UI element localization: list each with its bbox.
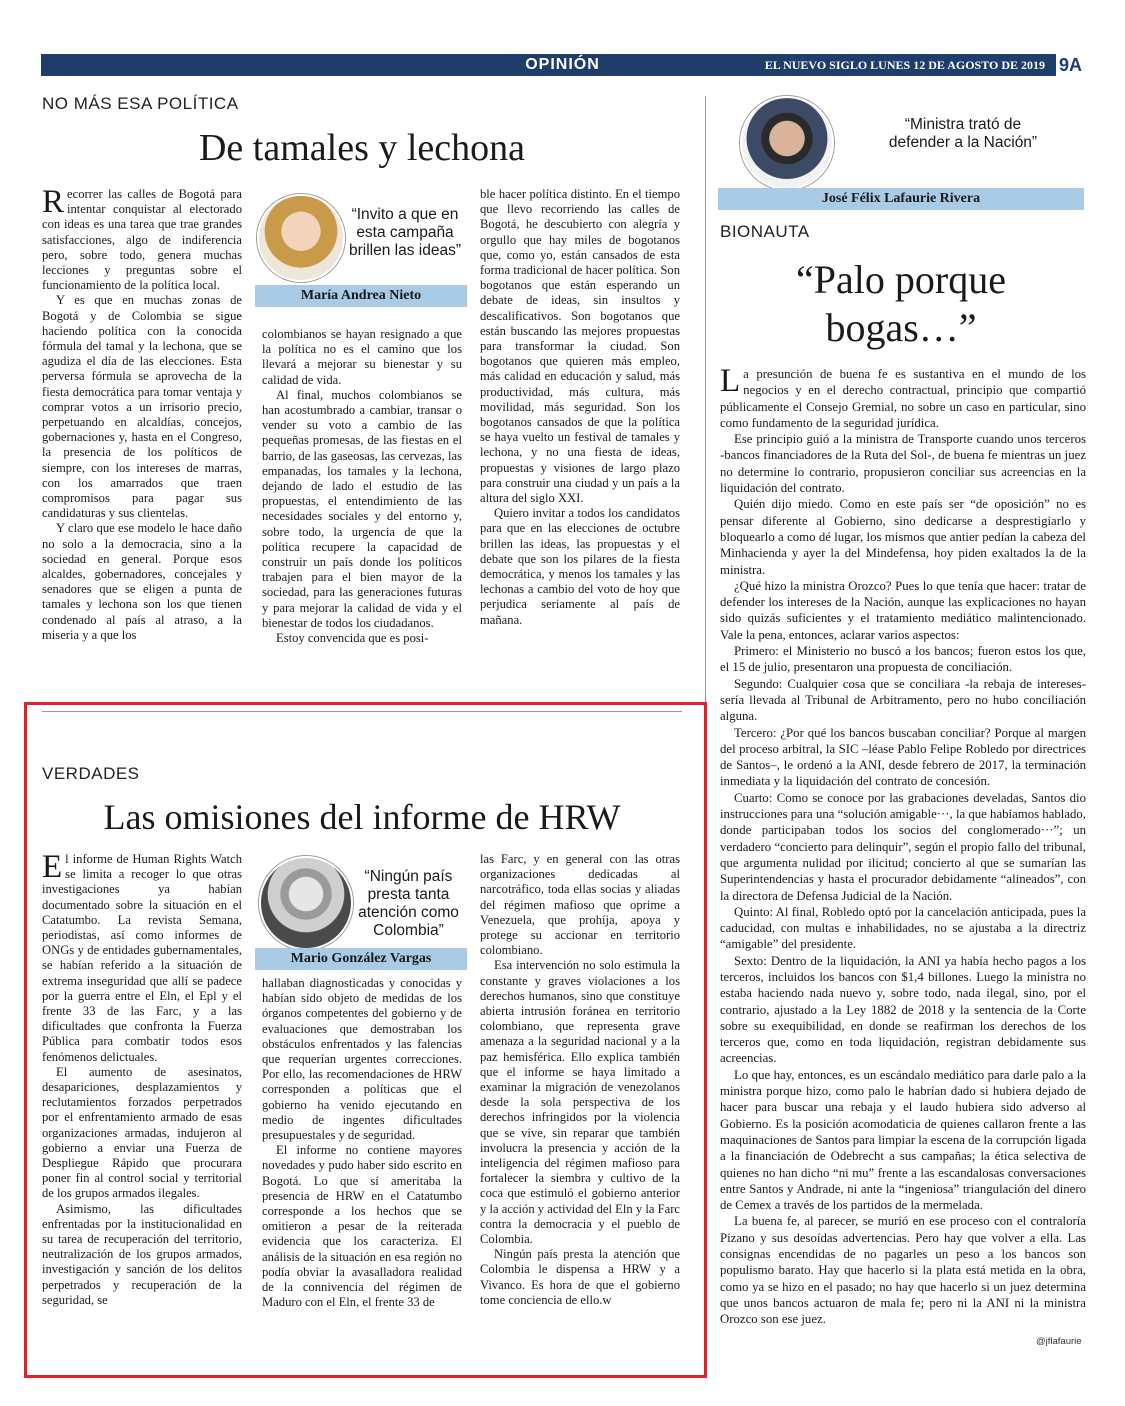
article-headline (718, 256, 1084, 352)
paragraph: Asimismo, las dificultades enfrentadas por la institucionalidad en su tarea de recuperación del territorio, neutralización de los grupos armados, investigación y sanción de los delitos perpetrados y recuperación de la seguridad, se (42, 1201, 242, 1307)
pull-quote-box (718, 96, 1084, 210)
headline-line: “Palo porque (796, 257, 1006, 302)
page-number-box (1056, 54, 1085, 76)
paragraph: colombianos se hayan resignado a que la política no es el camino que los llevará a mejorar su bienestar y su calidad de vida. (262, 327, 462, 387)
paragraph: Recorrer las calles de Bogotá para intentar conquistar al electorado con ideas es una tarea que trae grandes satisfacciones, algo de indiferencia pero, sobre todo, genera muchas lecciones y preguntas sobre el funcionamiento de la política local. (42, 187, 242, 293)
paragraph: Quiero invitar a todos los candidatos para que en las elecciones de octubre brillen las ideas, las propuestas y el debate que son los pilares de la fiesta democrática, y menos los tamales y las lechonas a cambio del voto de hoy que perjudica seriamente al país de mañana. (480, 506, 680, 627)
author-name: Mario González Vargas (255, 948, 467, 970)
article-column (42, 187, 242, 687)
article-kicker: NO MÁS ESA POLÍTICA (42, 94, 239, 113)
drop-cap: E (42, 852, 63, 885)
pull-quote: “Ningún país presta tanta atención como Colombia” (358, 868, 459, 939)
pull-quote-box (255, 856, 467, 971)
paragraph: ble hacer política distinto. En el tiempo que llevo recorriendo las calles de Bogotá, he descubierto con alegría y orgullo que hay miles de bogotanos que, como yo, están cansados de esta forma tradicional de hacer política. Son bogotanos que están esperando un debate de ideas, sin insultos y descalificativos. Son bogotanos que están buscando las mejores propuestas para transformar la ciudad. Son bogotanos que quieren más empleo, más calidad en educación y salud, más productividad, más cultura, más movilidad, más seguridad. Son los bogotanos cansados de que la política se haya vuelto un festival de tamales y lechona, y no una fiesta de ideas, propuestas y visiones de largo plazo para construir una ciudad y un país a la altura del siglo XXI. (480, 187, 680, 506)
article-column (480, 852, 680, 1352)
section-name: OPINIÓN (525, 56, 600, 73)
paragraph: Sexto: Dentro de la liquidación, la ANI ya había hecho pagos a los terceros, incluidos los bancos con $1,4 billones. Luego la ministra no estaba haciendo nada nuevo y, sobre todo, nada ilegal, sino, por el contrario, ajustado a la Ley 1882 de 2018 y la sentencia de la Corte sobre su exequibilidad, en donde se reafirman los derechos de los terceros que, como en toda liquidación, registran debidamente sus acreencias. (720, 953, 1086, 1066)
headline-line: bogas…” (825, 305, 977, 350)
paragraph: Y claro que ese modelo le hace daño no solo a la democracia, sino a la sociedad en general. Porque esos alcaldes, gobernadores, concejales y senadores que se eligen a punta de tamales y lechona son los que tienen condenado al país al atraso, a la miseria y a que los (42, 521, 242, 642)
paragraph: La presunción de buena fe es sustantiva en el mundo de los negocios y en el derecho contractual, principio que compartió públicamente el Consejo Gremial, no sobre un caso en particular, sino como fundamento de la seguridad jurídica. (720, 366, 1086, 430)
paragraph: Tercero: ¿Por qué los bancos buscaban conciliar? Porque al margen del proceso arbitral, la SIC –léase Pablo Felipe Robledo por directrices de Santos–, le ordenó a la ANI, desde febrero de 2017, la terminación inmediata y la liquidación del contrato de concesión. (720, 725, 1086, 789)
newspaper-date-line: EL NUEVO SIGLO LUNES 12 DE AGOSTO DE 2019 (764, 58, 1045, 72)
paragraph: Ningún país presta la atención que Colombia le dispensa a HRW y a Vivanco. Es hora de que el gobierno tome conciencia de ello.w (480, 1247, 680, 1307)
paragraph: El informe de Human Rights Watch se limita a recoger lo que otras investigaciones ya habían documentado sobre la situación en el Catatumbo. La revista Semana, periodistas, así como informes de ONGs y de entidades gubernamentales, se habían referido a la situación de extrema inseguridad que allí se padece por la guerra entre el Eln, el Epl y el frente 33 de las Farc, y a las dificultades que confronta la Fuerza Pública para combatir todos esos fenómenos delictuales. (42, 852, 242, 1064)
article-kicker: BIONAUTA (720, 222, 810, 241)
author-photo (257, 194, 345, 282)
paragraph: hallaban diagnosticadas y conocidas y habían sido objeto de medidas de los órganos competentes del gobierno y de evaluaciones que demostraban los obstáculos enfrentados y las falencias que requerían urgentes correcciones. Por ello, las recomendaciones de HRW corresponden a políticas que el gobierno ha venido ejecutando en medio de ingentes dificultades presupuestales y de seguridad. (262, 976, 462, 1143)
paragraph: Segundo: Cualquier cosa que se conciliara -la rebaja de intereses- sería llevada al Tribunal de Arbitramento, pero no hubo conciliación alguna. (720, 676, 1086, 724)
page-number: 9A (1058, 55, 1082, 75)
author-name: María Andrea Nieto (255, 285, 467, 307)
paragraph: Ese principio guió a la ministra de Transporte cuando unos terceros -bancos financiadores de la Ruta del Sol-, de buena fe mientras un juez no determine lo contrario, propusieron conciliar sus acreencias en la liquidación del contrato. (720, 432, 1086, 496)
article-column (480, 187, 680, 687)
article-body (720, 366, 1086, 1334)
paragraph: Primero: el Ministerio no buscó a los bancos; fueron estos los que, el 15 de julio, presentaron una propuesta de conciliación. (720, 644, 1086, 675)
article-column (262, 976, 462, 1352)
paragraph: El informe no contiene mayores novedades y pudo haber sido escrito en Bogotá. Lo que sí ameritaba la presencia de HRW en el Catatumbo corresponde a los hechos que se omitieron a pesar de la reiterada evidencia que los caracteriza. El análisis de la situación en esa región no podía obviar la avasalladora realidad de la connivencia del régimen de Maduro con el Eln, el frente 33 de (262, 1143, 462, 1310)
paragraph: Quién dijo miedo. Como en este país ser “de oposición” no es pensar diferente al Gobierno, sino dedicarse a desprestigiarlo y bloquearlo a como dé lugar, los mismos que antier pedían la cabeza del Minhacienda y ayer la del Mindefensa, hoy piden exaltados la de la ministra. (720, 497, 1086, 577)
drop-cap: L (720, 366, 741, 399)
paragraph: las Farc, y en general con las otras organizaciones dedicadas al narcotráfico, toda ellas socias y aliadas del régimen mafioso que oprime a Venezuela, que prohíja, apoya y protege su accionar en territorio colombiano. (480, 852, 680, 958)
author-name: José Félix Lafaurie Rivera (718, 188, 1084, 210)
paragraph: El aumento de asesinatos, desapariciones, desplazamientos y reclutamientos forzados perpetrados por el enfrentamiento armado de esas organizaciones armadas, indujeron al gobierno a enviar una Fuerza de Despliegue Rápido que procurara poner fin al control social y territorial de los grupos armados ilegales. (42, 1064, 242, 1201)
paragraph: Cuarto: Como se conoce por las grabaciones develadas, Santos dio instrucciones para una “solución amigable···, la que habíamos hablado, donde participaban todos los socios del conglomerado···”; un verdadero “concierto para delinquir”, según el propio fallo del tribunal, que argumenta nulidad por ilicitud; concierto al que se sumarían las Superintendencias y hasta el procurador debidamente “alineados”, con la directora de Defensa Judicial de la Nación. (720, 790, 1086, 903)
paragraph: Esa intervención no solo estimula la constante y graves violaciones a los derechos humanos, sino que constituye abierta intrusión foránea en territorio colombiano, que representa grave amenaza a la seguridad nacional y a la paz hemisférica. Ello explica también que el informe se haya limitado a examinar la migración de venezolanos desde la sola perspectiva de los derechos infringidos por la violencia que se vive, sin reparar que también involucra la presencia y acción de la inteligencia del régimen mafioso para fortalecer la siembra y cultivo de la coca que estimuló el gobierno anterior y la acción y actividad del Eln y la Farc contra la democracia y el pueblo de Colombia. (480, 958, 680, 1247)
paragraph: Y es que en muchas zonas de Bogotá y de Colombia se sigue haciendo política con la conocida fórmula del tamal y la lechona, que se agudiza el día de las elecciones. Esta perversa fórmula se aprovecha de la fiesta democrática para tomar ventaja y comprar votos a un irrisorio precio, perpetuando en alcaldías, concejos, gobernaciones y, hasta en el Congreso, la presencia de los políticos de siempre, con los intereses de marras, con los amarrados que traen compromisos para pagar sus candidaturas y sus clientelas. (42, 293, 242, 521)
article-column (262, 327, 462, 687)
paragraph: ¿Qué hizo la ministra Orozco? Pues lo que tenía que hacer: tratar de defender los intereses de la Nación, aunque las explicaciones no hayan sido quizás suficientes y el tratamiento mediático malintencionado. Vale la pena, entonces, aclarar varios aspectos: (720, 578, 1086, 642)
author-photo (740, 96, 834, 190)
article-headline: Las omisiones del informe de HRW (103, 797, 621, 837)
article-headline: De tamales y lechona (198, 127, 526, 169)
paragraph: Estoy convencida que es posi- (276, 631, 429, 646)
pull-quote-box (255, 192, 467, 308)
paragraph: La buena fe, al parecer, se murió en ese proceso con el contraloría Pizano y sus desoídas advertencias. Pero hay que volver a ella. Las consignas encendidas de no pagarles un peso a los bancos son populismo barato. Hay que hacerlo si la plata está metida en la obra, como ya se hizo en el pasado; no hay que hacerlo si un juez determina que unos bancos actuaron de mala fe; pero ni la ANI ni la ministra Orozco son ese juez. (720, 1214, 1086, 1327)
paragraph: Al final, muchos colombianos se han acostumbrado a cambiar, transar o vender su voto a cambio de las pequeñas promesas, de las fiestas en el barrio, de las gaseosas, las cervezas, las empanadas, los tamales y la lechona, dejando de lado el estudio de las propuestas, el entendimiento de las necesidades sociales y del entorno y, sobre todo, la urgencia de que la política recupere la capacidad de construir un país donde los políticos trabajen para el bien mayor de la sociedad, para las generaciones futuras y para mejorar la calidad de vida y el bienestar de todos los ciudadanos. (262, 387, 462, 630)
paragraph: Quinto: Al final, Robledo optó por la cancelación anticipada, pues la caducidad, con multas e inhabilidades, no se ajustaba a la directriz “amigable” del presidente. (720, 904, 1086, 952)
article-column (42, 852, 242, 1352)
author-photo (259, 856, 353, 950)
drop-cap: R (42, 187, 65, 220)
author-handle: @jflafaurie (1036, 1336, 1082, 1347)
pull-quote: “Ministra trató de defender a la Nación” (888, 116, 1038, 151)
paragraph: Lo que hay, entonces, es un escándalo mediático para darle palo a la ministra porque hizo, como palo le habrían dado si hubiera dejado de hacer para buscar una rebaja y el laudo hubiera sido adverso al Gobierno. Es la posición acomodaticia de quienes callaron frente a las maquinaciones de Santos para limpiar la escena de la corrupción ligada a la financiación de Odebrecht a sus campañas; la ética selectiva de quienes no han dicho “ni mu” frente a las escandalosas conversaciones entre Santos y Andrade, ni ante la “ingeniosa” triangulación del dinero de Cemex a través de los partidos de la mermelada. (720, 1067, 1086, 1213)
article-kicker: VERDADES (42, 764, 140, 783)
pull-quote: “Invito a que en esta campaña brillen las ideas” (349, 206, 461, 259)
